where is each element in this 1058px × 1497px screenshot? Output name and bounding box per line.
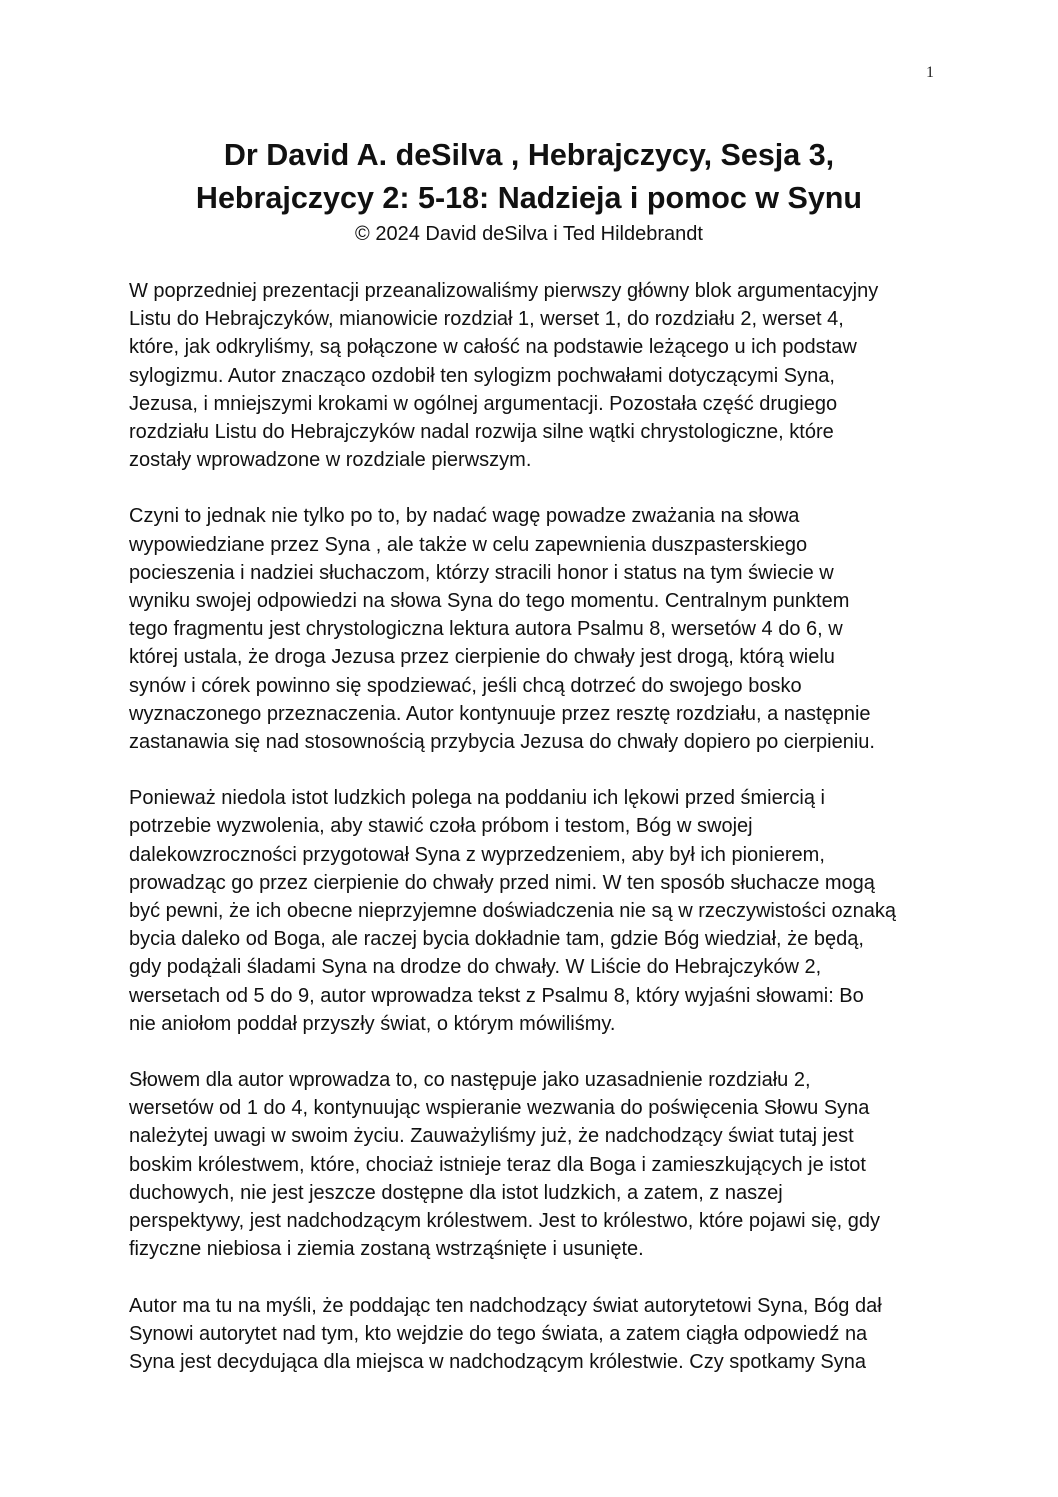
page-number: 1 [926,64,934,81]
paragraph: Autor ma tu na myśli, że poddając ten nadchodzący świat autorytetowi Syna, Bóg dał Synowi autorytet nad tym, kto wejdzie do tego świata, a zatem ciągła odpowiedź na Syna jest decydująca dla miejsca w nadchodzącym królestwie. Czy spotkamy Syna [129,1294,882,1373]
paragraph: Ponieważ niedola istot ludzkich polega na poddaniu ich lękowi przed śmiercią i potrzebie wyzwolenia, aby stawić czoła próbom i testom, Bóg w swojej dalekowzroczności przygotował Syna z wyprzedzeniem, aby był ich pionierem, prowadząc go przez cierpienie do chwały przed nimi. W ten sposób słuchacze mogą być pewni, że ich obecne nieprzyjemne doświadczenia nie są w rzeczywistości oznaką bycia daleko od Boga, ale raczej bycia dokładnie tam, gdzie Bóg wiedział, że będą, gdy podążali śladami Syna na drodze do chwały. W Liście do Hebrajczyków 2, wersetach od 5 do 9, autor wprowadza tekst z Psalmu 8, który wyjaśni słowami: Bo nie aniołom poddał przyszły świat, o którym mówiliśmy. [129,787,897,1035]
paragraph: Słowem dla autor wprowadza to, co następuje jako uzasadnienie rozdziału 2, wersetów od 1 do 4, kontynuując wspieranie wezwania do poświęcenia Słowu Syna należytej uwagi w swoim życiu. Zauważyliśmy już, że nadchodzący świat tutaj jest boskim królestwem, które, chociaż istnieje teraz dla Boga i zamieszkujących je istot duchowych, nie jest jeszcze dostępne dla istot ludzkich, a zatem, z naszej perspektywy, jest nadchodzącym królestwem. Jest to królestwo, które pojawi się, gdy fizyczne niebiosa i ziemia zostaną wstrząśnięte i usunięte. [129,1069,881,1261]
paragraph: W poprzedniej prezentacji przeanalizowaliśmy pierwszy główny blok argumentacyjny Listu do Hebrajczyków, mianowicie rozdział 1, werset 1, do rozdziału 2, werset 4, które, jak odkryliśmy, są połączone w całość na podstawie leżącego u ich podstaw sylogizmu. Autor znacząco ozdobił ten sylogizm pochwałami dotyczącymi Syna, Jezusa, i mniejszymi krokami w ogólnej argumentacji. Pozostała część drugiego rozdziału Listu do Hebrajczyków nadal rozwija silne wątki chrystologiczne, które zostały wprowadzone w rozdziale pierwszym. [129,280,879,472]
paragraph: Czyni to jednak nie tylko po to, by nadać wagę powadze zważania na słowa wypowiedziane przez Syna , ale także w celu zapewnienia duszpasterskiego pocieszenia i nadziei słuchaczom, którzy stracili honor i status na tym świecie w wyniku swojej odpowiedzi na słowa Syna do tego momentu. Centralnym punktem tego fragmentu jest chrystologiczna lektura autora Psalmu 8, wersetów 4 do 6, w której ustala, że droga Jezusa przez cierpienie do chwały jest drogą, którą wielu synów i córek powinno się spodziewać, jeśli chcą dotrzeć do swojego bosko wyznaczonego przeznaczenia. Autor kontynuuje przez resztę rozdziału, a następnie zastanawia się nad stosownością przybycia Jezusa do chwały dopiero po cierpieniu. [129,505,875,754]
document-header [100,134,958,248]
copyright-line: © 2024 David deSilva i Ted Hildebrandt [355,223,703,245]
document-body [129,277,935,1404]
document-title: Dr David A. deSilva , Hebrajczycy, Sesja 3, Hebrajczycy 2: 5-18: Nadzieja i pomoc w Synu [195,138,863,215]
